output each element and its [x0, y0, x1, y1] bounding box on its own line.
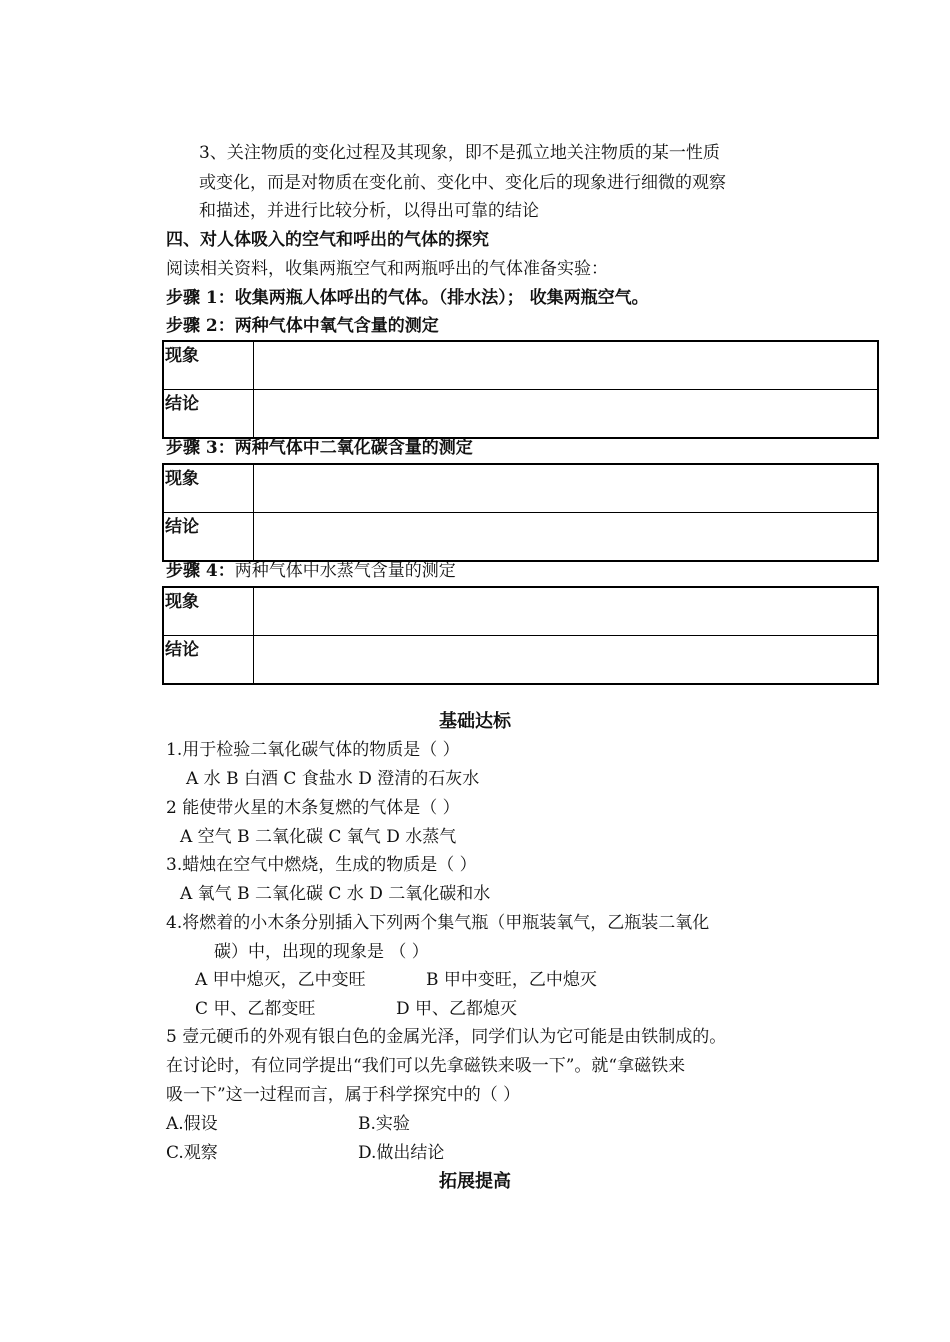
table-row	[163, 636, 878, 685]
intro-line-2: 或变化，而是对物质在变化前、变化中、变化后的现象进行细微的观察	[199, 173, 726, 193]
question-5-option-a: A.假设	[166, 1114, 218, 1134]
phenomenon-cell[interactable]	[254, 587, 879, 636]
basics-heading: 基础达标	[439, 711, 511, 732]
question-5-option-d: D.做出结论	[358, 1143, 445, 1163]
step-3-record-table	[162, 463, 879, 562]
question-1: 1.用于检验二氧化碳气体的物质是（ ）	[166, 740, 460, 760]
step-2-record-table	[162, 340, 879, 439]
question-4-option-a: A 甲中熄灭，乙中变旺	[195, 970, 366, 990]
step-4	[166, 560, 456, 582]
section-4-title: 四、对人体吸入的空气和呼出的气体的探究	[166, 230, 489, 250]
question-5-line-2: 在讨论时，有位同学提出“我们可以先拿磁铁来吸一下”。就“拿磁铁来	[166, 1056, 686, 1076]
intro-line-1: 3、关注物质的变化过程及其现象，即不是孤立地关注物质的某一性质	[199, 143, 720, 163]
phenomenon-label: 现象	[163, 587, 254, 636]
question-4-line-1: 4.将燃着的小木条分别插入下列两个集气瓶（甲瓶装氧气，乙瓶装二氧化	[166, 913, 710, 933]
question-5-line-1: 5 壹元硬币的外观有银白色的金属光泽，同学们认为它可能是由铁制成的。	[166, 1027, 727, 1047]
conclusion-cell[interactable]	[254, 513, 879, 562]
question-1-options: A 水 B 白酒 C 食盐水 D 澄清的石灰水	[186, 769, 480, 789]
extension-heading: 拓展提高	[439, 1171, 511, 1192]
phenomenon-cell[interactable]	[254, 464, 879, 513]
table-row	[163, 390, 878, 439]
question-3-options: A 氧气 B 二氧化碳 C 水 D 二氧化碳和水	[180, 884, 491, 904]
question-2: 2 能使带火星的木条复燃的气体是（ ）	[166, 798, 460, 818]
step-4-text: 两种气体中水蒸气含量的测定	[234, 561, 456, 581]
phenomenon-cell[interactable]	[254, 341, 879, 390]
prep-text: 阅读相关资料，收集两瓶空气和两瓶呼出的气体准备实验：	[166, 259, 608, 279]
conclusion-cell[interactable]	[254, 636, 879, 685]
step-3: 步骤 3：两种气体中二氧化碳含量的测定	[166, 438, 473, 458]
question-4-option-d: D 甲、乙都熄灭	[396, 999, 518, 1019]
table-row	[163, 464, 878, 513]
question-5-option-c: C.观察	[166, 1143, 218, 1163]
phenomenon-label: 现象	[163, 341, 254, 390]
phenomenon-label: 现象	[163, 464, 254, 513]
question-3: 3.蜡烛在空气中燃烧，生成的物质是（ ）	[166, 855, 477, 875]
question-4-option-b: B 甲中变旺，乙中熄灭	[426, 970, 597, 990]
question-5-line-3: 吸一下”这一过程而言，属于科学探究中的（ ）	[166, 1085, 521, 1105]
table-row	[163, 587, 878, 636]
step-2: 步骤 2：两种气体中氧气含量的测定	[166, 316, 439, 336]
step-1: 步骤 1：收集两瓶人体呼出的气体。（排水法）； 收集两瓶空气。	[166, 288, 649, 308]
intro-line-3: 和描述，并进行比较分析，以得出可靠的结论	[199, 201, 539, 221]
question-2-options: A 空气 B 二氧化碳 C 氧气 D 水蒸气	[180, 827, 457, 847]
conclusion-label: 结论	[163, 636, 254, 685]
conclusion-label: 结论	[163, 390, 254, 439]
conclusion-cell[interactable]	[254, 390, 879, 439]
table-row	[163, 513, 878, 562]
conclusion-label: 结论	[163, 513, 254, 562]
question-4-line-2: 碳）中，出现的现象是 （ ）	[214, 942, 429, 962]
step-4-record-table	[162, 586, 879, 685]
table-row	[163, 341, 878, 390]
step-4-label: 步骤 4：	[166, 561, 235, 581]
question-5-option-b: B.实验	[358, 1114, 410, 1134]
question-4-option-c: C 甲、乙都变旺	[195, 999, 316, 1019]
